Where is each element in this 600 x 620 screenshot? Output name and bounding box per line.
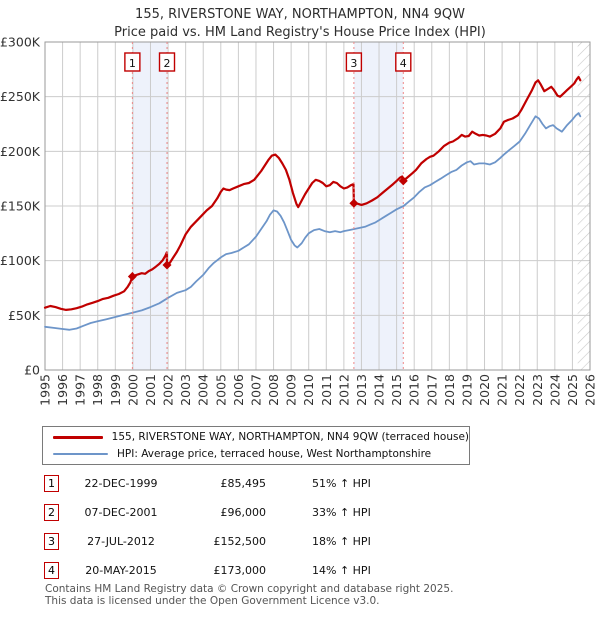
svg-text:£0: £0 xyxy=(24,362,40,378)
y-axis-labels xyxy=(0,35,41,378)
svg-text:2004: 2004 xyxy=(195,374,211,406)
svg-text:2009: 2009 xyxy=(283,374,299,406)
svg-text:2006: 2006 xyxy=(230,374,246,406)
footer-line-1: Contains HM Land Registry data © Crown copyright and database right 2025. xyxy=(45,583,454,595)
page-subtitle: Price paid vs. HM Land Registry's House Price Index (HPI) xyxy=(114,25,486,40)
svg-text:2001: 2001 xyxy=(142,374,158,406)
svg-text:2025: 2025 xyxy=(564,374,580,406)
svg-text:2014: 2014 xyxy=(371,374,387,406)
svg-text:£100K: £100K xyxy=(0,253,40,269)
hpi-line-swatch xyxy=(53,453,108,456)
svg-text:£150K: £150K xyxy=(0,198,40,214)
svg-text:2010: 2010 xyxy=(301,374,317,406)
svg-text:£300K: £300K xyxy=(0,34,40,50)
svg-text:2017: 2017 xyxy=(424,374,440,406)
event-3-badge: 3 xyxy=(44,533,59,550)
event-1-badge: 1 xyxy=(44,475,59,492)
price-paid-legend-label: 155, RIVERSTONE WAY, NORTHAMPTON, NN4 9QW (terraced house) xyxy=(111,431,469,443)
price-paid-line xyxy=(45,77,580,310)
event-number-label: 1 xyxy=(128,57,136,70)
legend-item-hpi xyxy=(43,447,469,461)
transaction-date: 07-DEC-2001 xyxy=(84,506,158,519)
table-row xyxy=(44,556,564,585)
page-title: 155, RIVERSTONE WAY, NORTHAMPTON, NN4 9QW xyxy=(135,7,465,22)
svg-text:£200K: £200K xyxy=(0,143,40,159)
svg-text:2005: 2005 xyxy=(213,374,229,406)
hpi-legend-label: HPI: Average price, terraced house, West Northamptonshire xyxy=(117,448,432,460)
svg-text:£250K: £250K xyxy=(0,89,40,105)
hpi-line xyxy=(45,113,580,330)
transaction-date: 22-DEC-1999 xyxy=(84,477,158,490)
transaction-hpi-delta: 33% ↑ HPI xyxy=(312,506,371,519)
svg-text:2022: 2022 xyxy=(512,374,528,406)
svg-text:2011: 2011 xyxy=(318,374,334,406)
table-row xyxy=(44,498,564,527)
transaction-hpi-delta: 14% ↑ HPI xyxy=(312,564,371,577)
event-4-badge: 4 xyxy=(44,562,59,579)
transaction-price: £152,500 xyxy=(213,535,266,548)
svg-text:2008: 2008 xyxy=(266,374,282,406)
transaction-date: 20-MAY-2015 xyxy=(85,564,157,577)
svg-text:1997: 1997 xyxy=(72,374,88,406)
svg-text:2018: 2018 xyxy=(441,374,457,406)
svg-text:2021: 2021 xyxy=(494,374,510,406)
transaction-hpi-delta: 18% ↑ HPI xyxy=(312,535,371,548)
transaction-price: £96,000 xyxy=(220,506,266,519)
transaction-date: 27-JUL-2012 xyxy=(87,535,155,548)
svg-text:2019: 2019 xyxy=(459,374,475,406)
transaction-price: £85,495 xyxy=(220,477,266,490)
x-axis-labels xyxy=(38,374,598,406)
svg-text:2002: 2002 xyxy=(160,374,176,406)
svg-text:1996: 1996 xyxy=(55,374,71,406)
svg-text:1995: 1995 xyxy=(37,374,53,406)
svg-text:2024: 2024 xyxy=(547,374,563,406)
svg-text:2023: 2023 xyxy=(529,374,545,406)
price-paid-line-swatch xyxy=(53,436,103,439)
license-footer xyxy=(45,584,453,607)
transactions-table xyxy=(44,469,564,585)
svg-text:1998: 1998 xyxy=(90,374,106,406)
gridlines xyxy=(45,42,590,370)
svg-text:2000: 2000 xyxy=(125,374,141,406)
table-row xyxy=(44,527,564,556)
event-number-label: 3 xyxy=(350,57,358,70)
svg-text:2013: 2013 xyxy=(353,374,369,406)
svg-text:2020: 2020 xyxy=(477,373,493,406)
transaction-price: £173,000 xyxy=(213,564,266,577)
event-number-label: 2 xyxy=(163,57,171,70)
svg-text:2012: 2012 xyxy=(336,374,352,406)
transaction-hpi-delta: 51% ↑ HPI xyxy=(312,477,371,490)
event-2-badge: 2 xyxy=(44,504,59,521)
svg-text:1999: 1999 xyxy=(107,374,123,406)
chart-legend xyxy=(42,426,470,465)
data-series xyxy=(45,77,580,330)
svg-text:2015: 2015 xyxy=(389,374,405,406)
svg-text:2016: 2016 xyxy=(406,374,422,406)
svg-text:2026: 2026 xyxy=(582,374,598,406)
svg-text:2003: 2003 xyxy=(178,374,194,406)
footer-line-2: This data is licensed under the Open Government Licence v3.0. xyxy=(45,594,380,607)
svg-text:2007: 2007 xyxy=(248,374,264,406)
table-row xyxy=(44,469,564,498)
legend-item-price-paid xyxy=(43,430,469,444)
svg-text:£50K: £50K xyxy=(7,307,40,323)
event-number-label: 4 xyxy=(399,57,407,70)
